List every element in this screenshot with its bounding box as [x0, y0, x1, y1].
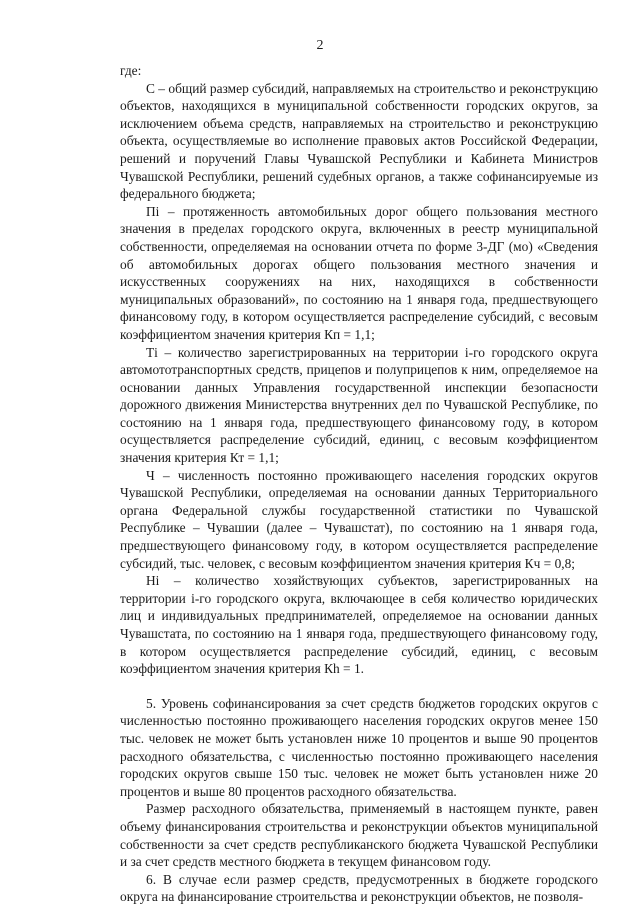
paragraph-obligation-size: Размер расходного обязательства, применяемый в настоящем пункте, равен объему финансирования строительства и реконструкции объектов муниципальной собственности за счет средств республиканского бюджета Чувашской Республики и за счет средств местного бюджета в текущем финансовом году. — [120, 801, 598, 870]
page-number: 2 — [316, 38, 324, 53]
paragraph-ch-definition: Ч – численность постоянно проживающего населения городских округов Чувашской Республики, определяемая на основании данных Территориального органа Федеральной службы государственной статистики по Чувашской Республике – Чувашии (далее – Чувашстат), по состоянию на 1 января года, предшествующего финансовому году, в котором осуществляется распределение субсидий, тыс. человек, с весовым коэффициентом значения критерия Кч = 0,8; — [120, 467, 598, 571]
paragraph-item-6: 6. В случае если размер средств, предусмотренных в бюджете городского округа на финансирование строительства и реконструкции объектов, не позволя- — [120, 871, 598, 905]
paragraph-c-definition: С – общий размер субсидий, направляемых на строительство и реконструкцию объектов, находящихся в муниципальной собственности городских округов, за исключением объема средств, направляемых на строительство и реконструкцию объекта, осуществляемые во исполнение правовых актов Российской Федерации, решений и поручений Главы Чувашской Республики и Кабинета Министров Чувашской Республики, решений судебных органов, а также софинансируемые из федерального бюджета; — [120, 80, 598, 202]
paragraph-where: где: — [120, 63, 142, 78]
document-body — [120, 62, 598, 906]
paragraph-p-definition: Пi – протяженность автомобильных дорог общего пользования местного значения в пределах городского округа, включенных в реестр муниципальной собственности, определяемая на основании отчета по форме 3-ДГ (мо) «Сведения об автомобильных дорогах общего пользования местного значения и искусственных сооружениях на них, находящихся в собственности муниципальных образований», по состоянию на 1 января года, предшествующего финансовому году, в котором осуществляется распределение субсидий, с весовым коэффициентом значения критерия Кп = 1,1; — [120, 203, 598, 342]
paragraph-t-definition: Тi – количество зарегистрированных на территории i-го городского округа автомототранспортных средств, прицепов и полуприцепов к ним, определяемое на основании данных Управления государственной инспекции безопасности дорожного движения Министерства внутренних дел по Чувашской Республике, по состоянию на 1 января года, предшествующего финансовому году, в котором осуществляется распределение субсидий, единиц, с весовым коэффициентом значения критерия Кт = 1,1; — [120, 344, 598, 466]
paragraph-item-5: 5. Уровень софинансирования за счет средств бюджетов городских округов с численностью постоянно проживающего населения городских округов менее 150 тыс. человек не может быть установлен ниже 10 процентов и выше 90 процентов расходного обязательства, с численностью постоянно проживающего населения городских округов свыше 150 тыс. человек не может быть установлен ниже 20 процентов и выше 80 процентов расходного обязательства. — [120, 695, 598, 799]
paragraph-n-definition: Нi – количество хозяйствующих субъектов, зарегистрированных на территории i-го городского округа, включающее в себя количество юридических лиц и индивидуальных предпринимателей, определяемое на основании данных Чувашстата, по состоянию на 1 января года, предшествующего финансовому году, в котором осуществляется распределение субсидий, единиц, с весовым коэффициентом значения критерия Кh = 1. — [120, 573, 598, 677]
